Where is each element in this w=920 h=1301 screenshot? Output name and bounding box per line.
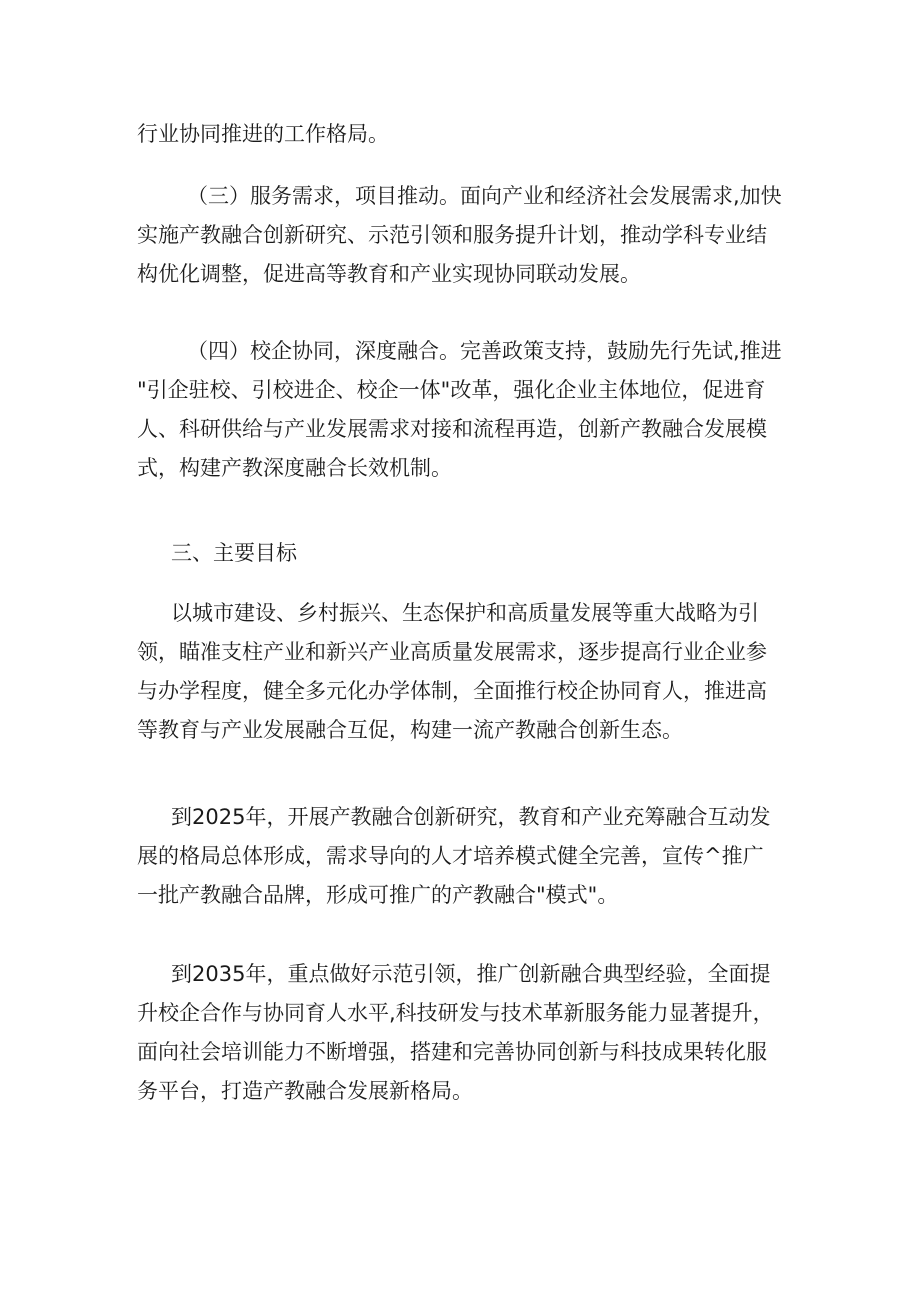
text-line: 实施产教融合创新研究、示范引领和服务提升计划，推动学科专业结 [137,223,767,247]
paragraph-strategy [137,594,787,750]
text-line: 领，瞄准支柱产业和新兴产业高质量发展需求，逐步提高行业企业参 [137,640,767,664]
paragraph-service-demand [137,177,787,294]
text-line: 与办学程度，健全多元化办学体制，全面推行校企协同育人，推进高 [137,679,767,703]
paragraph-school-enterprise [137,332,787,488]
paragraph-continuation [137,115,787,154]
text-line: 到2035年，重点做好示范引领，推广创新融合典型经验，全面提 [171,962,771,986]
text-line: 行业协同推进的工作格局。 [137,122,389,146]
text-line: 展的格局总体形成，需求导向的人才培养模式健全完善，宣传^推广 [137,844,764,868]
paragraph-goal-2025 [137,798,787,915]
text-line: 务平台，打造产教融合发展新格局。 [137,1079,473,1103]
paragraph-goal-2035 [137,955,787,1111]
text-line: 以城市建设、乡村振兴、生态保护和高质量发展等重大战略为引 [171,601,759,625]
text-line: （四）校企协同，深度融合。完善政策支持，鼓励先行先试,推进 [187,339,782,363]
text-line: 等教育与产业发展融合互促，构建一流产教融合创新生态。 [137,718,683,742]
text-line: 式，构建产教深度融合长效机制。 [137,456,452,480]
text-line: 人、科研供给与产业发展需求对接和流程再造，创新产教融合发展模 [137,417,767,441]
section-heading-main-goals [137,534,787,573]
text-line: 构优化调整，促进高等教育和产业实现协同联动发展。 [137,262,641,286]
text-line: 升校企合作与协同育人水平,科技研发与技术革新服务能力显著提升， [137,1001,774,1025]
text-line: 面向社会培训能力不断增强，搭建和完善协同创新与科技成果转化服 [137,1040,767,1064]
text-line: （三）服务需求，项目推动。面向产业和经济社会发展需求,加快 [187,184,782,208]
text-line: 一批产教融合品牌，形成可推广的产教融合"模式"。 [137,883,619,907]
text-line: "引企驻校、引校进企、校企一体"改革，强化企业主体地位，促进育 [137,378,766,402]
section-heading: 三、主要目标 [171,541,297,565]
text-line: 到2025年，开展产教融合创新研究，教育和产业充筹融合互动发 [171,805,771,829]
